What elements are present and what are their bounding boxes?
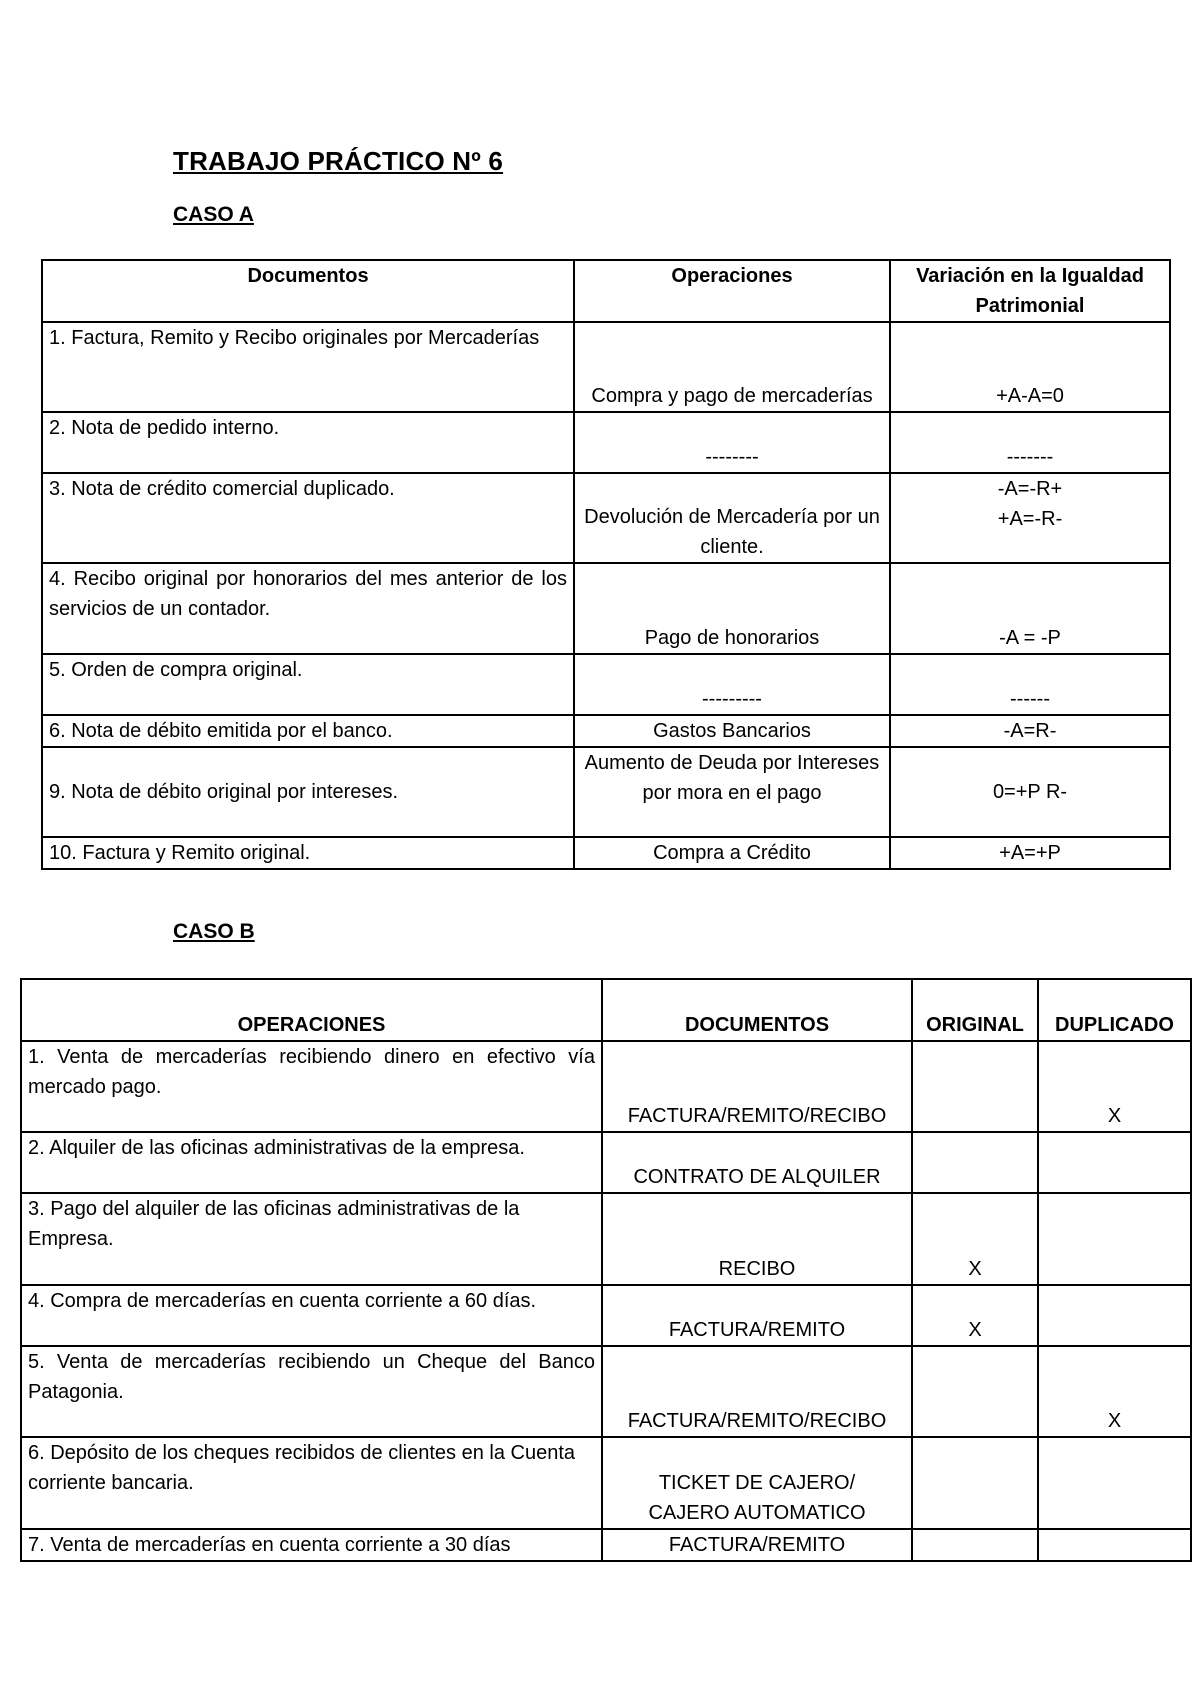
header-documentos: Documentos (42, 260, 574, 322)
table-row (21, 1041, 1191, 1132)
documento-cell: CONTRATO DE ALQUILER (602, 1132, 912, 1193)
documento-cell: 1. Factura, Remito y Recibo originales por Mercaderías (42, 322, 574, 412)
table-row (42, 837, 1170, 869)
operacion-cell: --------- (574, 654, 890, 715)
operacion-cell: 2. Alquiler de las oficinas administrativas de la empresa. (21, 1132, 602, 1193)
table-row (42, 747, 1170, 837)
operacion-cell: Aumento de Deuda por Intereses por mora en el pago (574, 747, 890, 837)
table-row (42, 563, 1170, 654)
variacion-cell (890, 473, 1170, 563)
variacion-cell: 0=+P R- (890, 747, 1170, 837)
table-row (42, 715, 1170, 747)
operacion-cell: Gastos Bancarios (574, 715, 890, 747)
table-row (42, 473, 1170, 563)
variacion-cell: +A=+P (890, 837, 1170, 869)
variacion-cell: +A-A=0 (890, 322, 1170, 412)
documento-cell: RECIBO (602, 1193, 912, 1285)
original-cell (912, 1346, 1038, 1437)
original-cell (912, 1132, 1038, 1193)
table-row (42, 322, 1170, 412)
original-cell: X (912, 1285, 1038, 1346)
documento-cell: 9. Nota de débito original por intereses. (42, 747, 574, 837)
original-cell (912, 1437, 1038, 1529)
case-a-table (41, 259, 1171, 870)
variacion-cell: -A=R- (890, 715, 1170, 747)
documento-cell: 3. Nota de crédito comercial duplicado. (42, 473, 574, 563)
table-row (21, 1529, 1191, 1561)
documento-cell: 10. Factura y Remito original. (42, 837, 574, 869)
variacion-cell: ------- (890, 412, 1170, 473)
original-cell (912, 1041, 1038, 1132)
variacion-cell: ------ (890, 654, 1170, 715)
header-operaciones: Operaciones (574, 260, 890, 322)
documento-line: CAJERO AUTOMATICO (648, 1502, 866, 1524)
duplicado-cell (1038, 1437, 1191, 1529)
table-row (21, 1285, 1191, 1346)
duplicado-cell (1038, 1193, 1191, 1285)
documento-cell: FACTURA/REMITO/RECIBO (602, 1041, 912, 1132)
header-duplicado: DUPLICADO (1038, 979, 1191, 1041)
header-documentos: DOCUMENTOS (602, 979, 912, 1041)
operacion-cell: Pago de honorarios (574, 563, 890, 654)
operacion-cell: 5. Venta de mercaderías recibiendo un Cheque del Banco Patagonia. (21, 1346, 602, 1437)
table-header-row (21, 979, 1191, 1041)
operacion-cell: -------- (574, 412, 890, 473)
operacion-cell: 3. Pago del alquiler de las oficinas administrativas de la Empresa. (21, 1193, 602, 1285)
documento-cell: 6. Nota de débito emitida por el banco. (42, 715, 574, 747)
variacion-cell: -A = -P (890, 563, 1170, 654)
documento-cell: 4. Recibo original por honorarios del mes anterior de los servicios de un contador. (42, 563, 574, 654)
duplicado-cell: X (1038, 1041, 1191, 1132)
documento-cell: 5. Orden de compra original. (42, 654, 574, 715)
documento-cell: FACTURA/REMITO (602, 1285, 912, 1346)
variacion-line: -A=-R+ (997, 478, 1063, 500)
operacion-cell: 6. Depósito de los cheques recibidos de clientes en la Cuenta corriente bancaria. (21, 1437, 602, 1529)
operacion-cell: Compra a Crédito (574, 837, 890, 869)
duplicado-cell (1038, 1529, 1191, 1561)
documento-line: TICKET DE CAJERO/ (658, 1472, 856, 1494)
variacion-line: +A=-R- (997, 508, 1063, 530)
operacion-cell: 1. Venta de mercaderías recibiendo dinero en efectivo vía mercado pago. (21, 1041, 602, 1132)
documento-cell: 2. Nota de pedido interno. (42, 412, 574, 473)
case-b-heading: CASO B (173, 920, 255, 943)
operacion-cell: Devolución de Mercadería por un cliente. (574, 473, 890, 563)
documento-cell: FACTURA/REMITO (602, 1529, 912, 1561)
table-row (42, 412, 1170, 473)
table-row (21, 1132, 1191, 1193)
operacion-cell: 7. Venta de mercaderías en cuenta corriente a 30 días (21, 1529, 602, 1561)
table-row (21, 1193, 1191, 1285)
table-row (21, 1346, 1191, 1437)
operacion-cell: Compra y pago de mercaderías (574, 322, 890, 412)
duplicado-cell: X (1038, 1346, 1191, 1437)
table-row (21, 1437, 1191, 1529)
page-title: TRABAJO PRÁCTICO Nº 6 (173, 146, 504, 176)
duplicado-cell (1038, 1285, 1191, 1346)
duplicado-cell (1038, 1132, 1191, 1193)
original-cell: X (912, 1193, 1038, 1285)
header-variacion: Variación en la Igualdad Patrimonial (890, 260, 1170, 322)
operacion-cell: 4. Compra de mercaderías en cuenta corriente a 60 días. (21, 1285, 602, 1346)
case-b-table (20, 978, 1192, 1562)
original-cell (912, 1529, 1038, 1561)
header-operaciones: OPERACIONES (21, 979, 602, 1041)
header-original: ORIGINAL (912, 979, 1038, 1041)
documento-cell (602, 1437, 912, 1529)
table-row (42, 654, 1170, 715)
documento-cell: FACTURA/REMITO/RECIBO (602, 1346, 912, 1437)
case-a-heading: CASO A (173, 203, 254, 226)
table-header-row (42, 260, 1170, 322)
